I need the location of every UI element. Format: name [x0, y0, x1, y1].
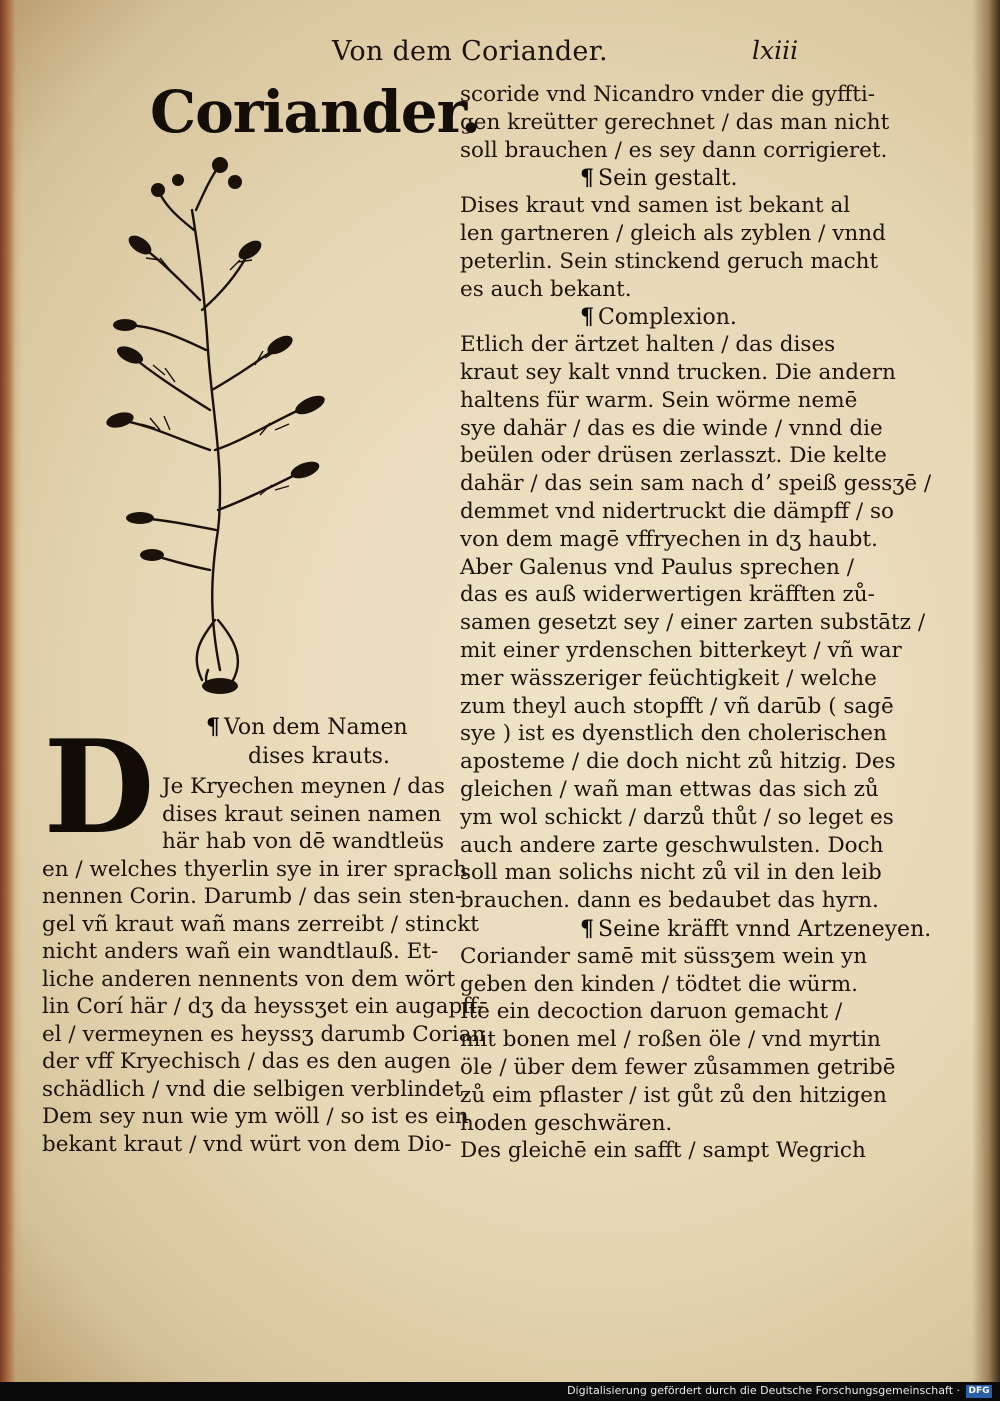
text-line: nennen Corin. Darumb / das sein sten- — [42, 884, 463, 909]
dfg-logo: DFG — [966, 1385, 992, 1398]
text-line: el / vermeynen es heyssʒ darumb Corian — [42, 1021, 486, 1047]
text-line: här hab von dē wandtleüs — [162, 829, 445, 854]
text-line: Aber Galenus vnd Paulus sprechen / — [460, 554, 854, 580]
text-line: öle / über dem fewer zůsammen getribē — [460, 1055, 896, 1080]
text-line: mit einer yrdenschen bitterkeyt / vñ war — [460, 638, 902, 663]
text-line: demmet vnd nidertruckt die dämpff / so — [460, 499, 894, 524]
section-heading-name-cont: dises krauts. — [248, 744, 390, 769]
decorated-initial: D — [43, 713, 155, 863]
pilcrow-icon: ¶ — [580, 165, 594, 192]
text-line: brauchen. dann es bedaubet das hyrn. — [460, 888, 879, 914]
text-line: dises kraut seinen namen — [162, 801, 442, 827]
text-line: gel vñ kraut wañ mans zerreibt / stinckt — [42, 911, 479, 937]
text-line: von dem magē vffryechen in dʒ haubt. — [460, 526, 878, 552]
text-line: Coriander samē mit süssʒem wein yn — [460, 943, 868, 969]
text-line: soll man solichs nicht zů vil in den leib — [460, 860, 882, 886]
text-line: samen gesetzt sey / einer zarten substātz / — [460, 610, 926, 636]
text-line: Des gleichē ein safft / sampt Wegrich — [460, 1138, 866, 1164]
text-line: nicht anders wañ ein wandtlauß. Et- — [42, 939, 439, 964]
text-line: Dises kraut vnd samen ist bekant al — [460, 193, 851, 219]
text-line: mit bonen mel / roßen öle / vnd myrtin — [460, 1027, 881, 1053]
folio-number: lxiii — [752, 36, 799, 65]
text-line: kraut sey kalt vnnd trucken. Die andern — [460, 360, 896, 385]
text-line: der vff Kryechisch / das es den augen — [42, 1049, 451, 1074]
section-heading: ¶ Complexion. — [580, 304, 737, 331]
running-title: Von dem Coriander. — [332, 36, 608, 67]
text-line: liche anderen nennents von dem wört — [42, 966, 456, 992]
text-line: en / welches thyerlin sye in irer sprach — [42, 856, 468, 882]
text-line: Je Kryechen meynen / das — [162, 774, 445, 799]
text-line: es auch bekant. — [460, 276, 632, 302]
text-line: beülen oder drüsen zerlasszt. Die kelte — [460, 443, 887, 469]
text-line: geben den kinden / tödtet die würm. — [460, 971, 858, 997]
text-line: aposteme / die doch nicht zů hitzig. Des — [460, 749, 896, 775]
section-heading-name: ¶ Von dem Namen — [206, 714, 408, 740]
section-heading: ¶ Seine kräfft vnnd Artzeneyen. — [580, 916, 932, 942]
text-line: scoride vnd Nicandro vnder die gyffti- — [460, 82, 876, 107]
text-line: sye ) ist es dyenstlich den cholerischen — [460, 721, 887, 747]
text-line: mer wässzeriger feüchtigkeit / welche — [460, 665, 877, 691]
text-line: Dem sey nun wie ym wöll / so ist es ein — [42, 1104, 469, 1129]
text-line: hoden geschwären. — [460, 1110, 673, 1136]
pilcrow-icon: ¶ — [580, 304, 594, 331]
text-line: haltens für warm. Sein wörme nemē — [460, 387, 858, 413]
section-heading: ¶ Sein gestalt. — [580, 165, 738, 192]
footer-bar — [0, 1382, 1000, 1401]
text-line: zum theyl auch stopfft / vñ darūb ( sagē — [460, 693, 894, 719]
text-line: sye dahär / das es die winde / vnnd die — [460, 415, 883, 441]
pilcrow-icon: ¶ — [580, 916, 594, 942]
text-line: len gartneren / gleich als zyblen / vnnd — [460, 221, 886, 246]
text-line: zů eim pflaster / ist gůt zů den hitzigen — [460, 1082, 887, 1108]
text-line: lin Corí här / dʒ da heyssʒet ein augapff- — [42, 994, 484, 1019]
coriander-plant-woodcut-icon — [60, 150, 360, 700]
page-title: Coriander. — [150, 78, 481, 146]
text-line: das es auß widerwertigen kräfften zů- — [460, 582, 875, 608]
text-line: ym wol schickt / darzů thůt / so leget es — [460, 804, 894, 830]
text-line: gen kreütter gerechnet / das man nicht — [460, 109, 890, 135]
text-line: schädlich / vnd die selbigen verblindet. — [42, 1076, 470, 1102]
text-line: gleichen / wañ man ettwas das sich zů — [460, 777, 879, 802]
text-line: auch andere zarte geschwulsten. Doch — [460, 832, 884, 858]
text-line: Itē ein decoction daruon gemacht / — [460, 999, 843, 1025]
text-line: soll brauchen / es sey dann corrigieret. — [460, 137, 888, 163]
text-line: dahär / das sein sam nach dʼ speiß gessʒē / — [460, 471, 932, 497]
text-line: Etlich der ärtzet halten / das dises — [460, 332, 836, 358]
digitization-credit: Digitalisierung gefördert durch die Deutsche Forschungsgemeinschaft · — [567, 1384, 960, 1397]
text-line: peterlin. Sein stinckend geruch macht — [460, 248, 879, 274]
text-line: bekant kraut / vnd würt von dem Dio- — [42, 1131, 452, 1157]
